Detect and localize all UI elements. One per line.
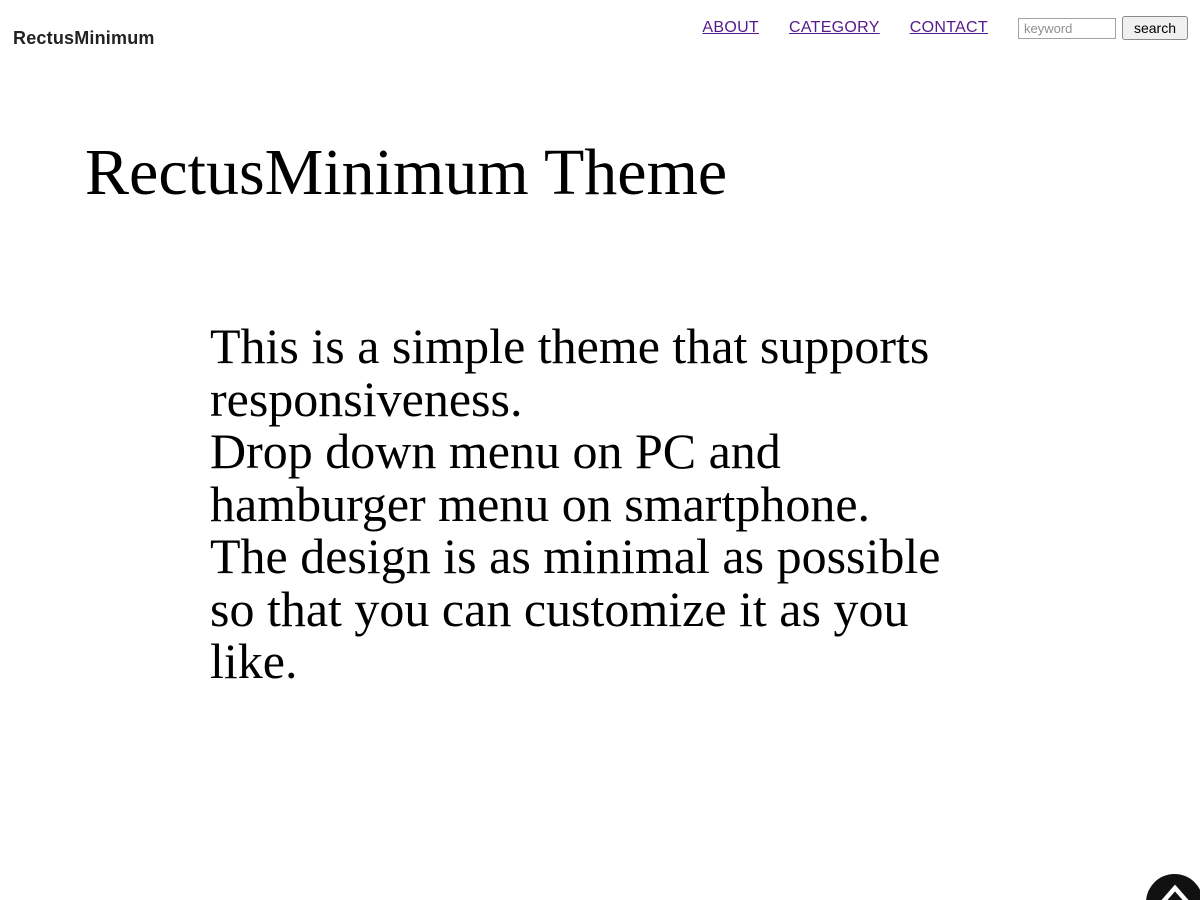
main-nav [702,18,1018,38]
chevron-up-icon [1155,874,1195,900]
header-right [702,16,1188,40]
search-button[interactable]: search [1122,16,1188,40]
paragraph-line: responsiveness. [210,370,523,427]
paragraph-line: so that you can customize it as you [210,580,909,637]
nav-link-contact[interactable]: CONTACT [909,19,988,36]
page-title: RectusMinimum Theme [85,136,728,209]
nav-list [702,18,1018,38]
paragraph-line: This is a simple theme that supports [210,318,930,374]
nav-item-category [789,18,880,38]
nav-link-about[interactable]: ABOUT [702,19,759,36]
scroll-to-top-button[interactable] [1146,874,1200,900]
search-form [1018,16,1188,40]
search-input[interactable] [1018,18,1116,39]
paragraph-line: hamburger menu on smartphone. [210,475,871,532]
paragraph-line: The design is as minimal as possible [210,528,941,584]
nav-link-category[interactable]: CATEGORY [789,19,880,36]
site-logo[interactable]: RectusMinimum [13,28,155,48]
intro-paragraph [210,320,940,688]
paragraph-line: like. [210,633,298,689]
nav-item-about [702,18,759,38]
site-header [0,0,1200,60]
nav-item-contact [910,18,988,38]
paragraph-line: Drop down menu on PC and [210,423,781,479]
